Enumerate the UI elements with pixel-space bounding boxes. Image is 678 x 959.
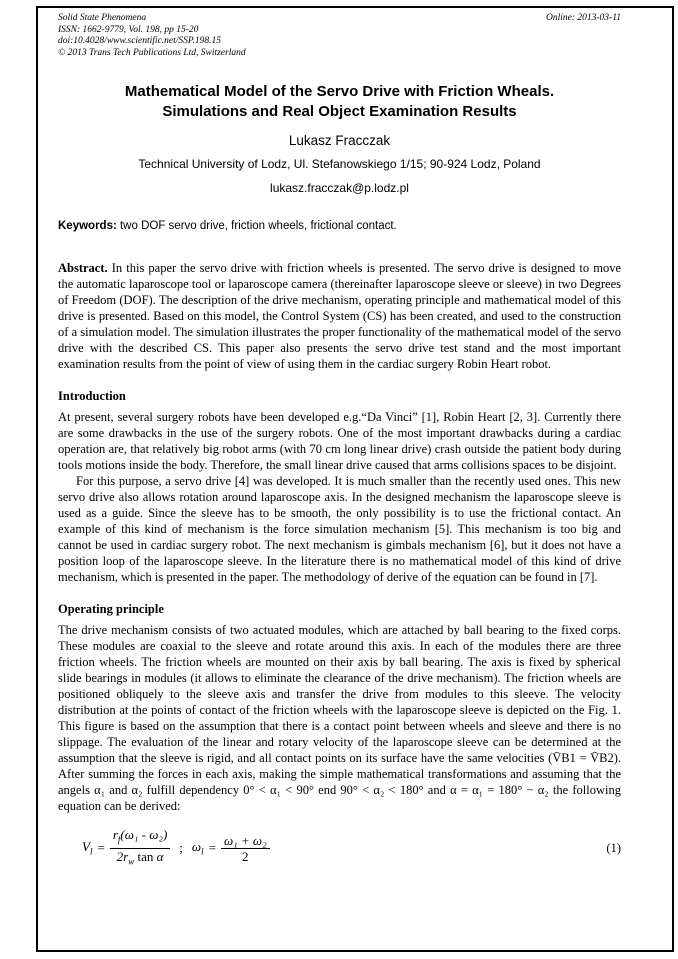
equation-1-row [58,827,621,869]
paragraph: At present, several surgery robots have been developed e.g.“Da Vinci” [1], Robin Heart [2, 3]. Currently there are some drawbacks in the use of the surgery robots. One of the most important drawbacks during a cardiac operation are, that relatively big robot arms (with 70 cm long linear drive) crash outside the patient body during tools motions inside the body. Therefore, the small linear drive caused that arms collisions spaces to be disjoint. [58,410,621,472]
equation-1 [82,827,270,869]
fraction-angular-velocity: $\frac{\text{ω₁ + ω₂}}{2}$ [221,833,270,864]
equation-lhs-velocity: $V_l$ [82,839,93,857]
section-heading-operating-principle: Operating principle [58,602,164,616]
fraction-linear-velocity: $\frac{r_f(\omega_1 - \omega_2)}{2r_w \tan \alpha}$ [110,827,170,869]
author-email: lukasz.fracczak@p.lodz.pl [270,181,409,195]
abstract-label: Abstract. [58,261,108,275]
paper-title-line-1: Mathematical Model of the Servo Drive with Friction Wheals. [124,83,555,100]
keywords-label: Keywords: [58,220,117,232]
journal-header [58,13,621,59]
equation-number: (1) [606,840,621,855]
keywords-text: two DOF servo drive, friction wheels, frictional contact. [116,220,397,232]
equation-lhs-angular-velocity: $\omega_l$ [191,839,204,857]
equation-separator: ; [179,840,183,856]
journal-name: Solid State Phenomena [58,13,147,23]
issn-volume-line: ISSN: 1662-9779, Vol. 198, pp 15-20 [58,24,199,35]
section-heading-introduction: Introduction [58,389,126,403]
author-name: Lukasz Fracczak [288,133,391,148]
keywords-line [58,219,621,234]
paper-title-line-2: Simulations and Real Object Examination Results [162,103,517,120]
abstract [58,260,621,372]
paragraph: For this purpose, a servo drive [4] was developed. It is much smaller than the recently used ones. This new servo drive also allows rotation around laparoscope axis. In the designed mechanism the laparoscope sleeve is used as a guide. Since the sleeve has to be smooth, the only possibility is to use the frictional contact. An example of this kind of mechanism is the force simulation mechanism [5]. This mechanism is too big and cannot be used in cardiac surgery robot. The next mechanism is gimbals mechanism [6], but it does not have a position loop of the laparoscope sleeve. In the literature there is no mathematical model of this kind of drive mechanism, which is presented in the paper. The methodology of derive of the equation can be found in [7]. [58,474,621,584]
paper-title [58,82,621,122]
abstract-text: In this paper the servo drive with friction wheels is presented. The servo drive is designed to move the automatic laparoscope tool or laparoscope camera (thereinafter laparoscope sleeve or sleeve) in two Degrees of Freedom (DOF). The description of the drive mechanism, operating principle and mathematical model of this drive is presented. Based on this model, the Control System (CS) has been created, and used to the construction of a simulation model. The simulation illustrates the proper functionality of the mathematical model of the servo drive with the described CS. This paper also presents the servo drive test stand and the most important examination results from the point of view of using them in the cardiac surgery Robin Heart robot. [58,261,621,371]
doi-line: doi:10.4028/www.scientific.net/SSP.198.15 [58,36,221,46]
online-date: Online: 2013-03-11 [545,13,621,23]
journal-header-left [58,13,246,59]
copyright-line: © 2013 Trans Tech Publications Ltd, Switzerland [58,47,246,58]
paragraph: The drive mechanism consists of two actuated modules, which are attached by ball bearing to the fixed corps. These modules are coaxial to the sleeve and rotate around this axis. In each of the modules there are three friction wheels. The friction wheels are mounted on their axis by ball bearing. The axis is fixed by spherical slide bearings in modules (it allows to eliminate the clearance of the drive mechanism). The friction wheels are positioned obliquely to the sleeve axis and transfer the drive from modules to this sleeve. The velocity distribution at the points of contact of the friction wheels with the laparoscope sleeve is depicted on the Fig. 1. This figure is based on the assumption that there is a contact point between wheels and sleeve and there is no slippage. The evaluation of the linear and rotary velocity of the laparoscope sleeve can be determined at the assumption that the sleeve is rigid, and all contact points on its surface have the same velocities (V̄B1 = V̄B2). After summing the forces in each axis, making the simple mathematical transformations and assuming that the angels α₁ and α₂ fulfill dependency 0° < α₁ < 90° end 90° < α₂ < 180° and α = α₁ = 180° − α₂ the following equation can be derived: [58,623,621,813]
author-affiliation: Technical University of Lodz, Ul. Stefanowskiego 1/15; 90-924 Lodz, Poland [138,157,541,171]
equals-sign: = [208,840,216,856]
equals-sign: = [97,840,105,856]
